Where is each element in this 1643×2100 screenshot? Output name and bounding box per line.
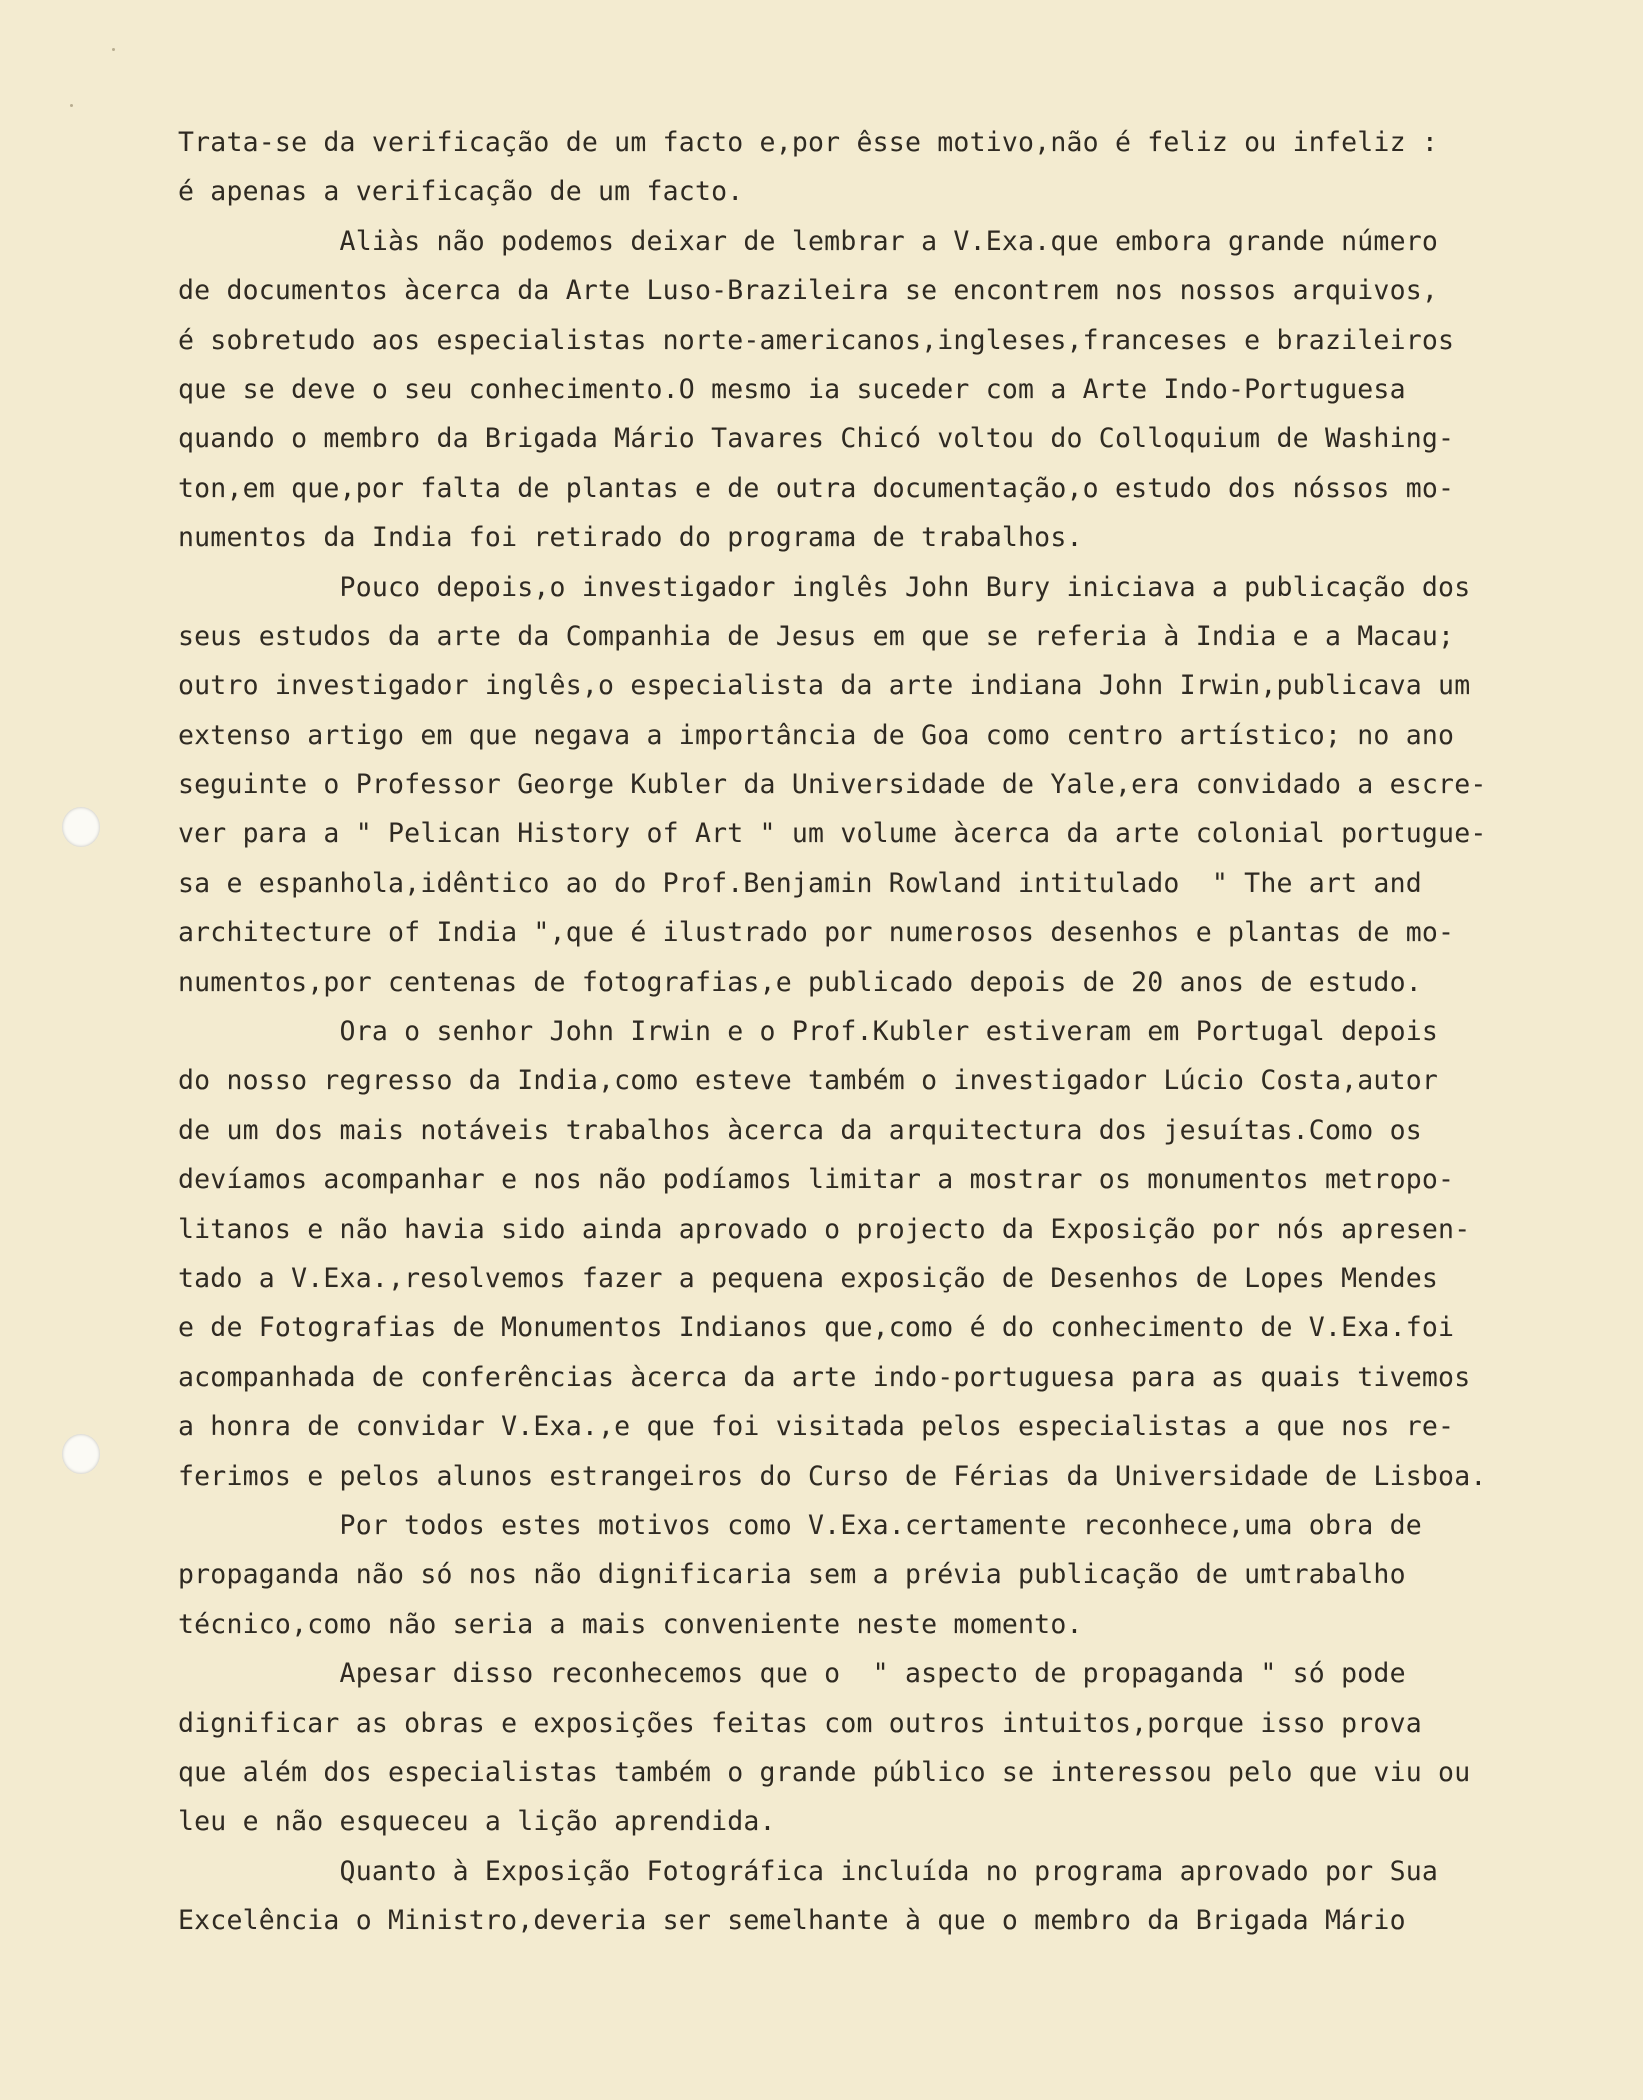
text-line: ver para a " Pelican History of Art " um volume àcerca da arte colonial portugue-: [178, 818, 1487, 850]
text-line: tado a V.Exa.,resolvemos fazer a pequena exposição de Desenhos de Lopes Mendes: [178, 1262, 1439, 1294]
text-line: sa e espanhola,idêntico ao do Prof.Benjamin Rowland intitulado " The art and: [178, 867, 1422, 899]
text-line: acompanhada de conferências àcerca da arte indo-portuguesa para as quais tivemos: [178, 1361, 1471, 1393]
text-line: ton,em que,por falta de plantas e de outra documentação,o estudo dos nóssos mo-: [178, 472, 1455, 504]
text-line: de documentos àcerca da Arte Luso-Brazileira se encontrem nos nossos arquivos,: [178, 275, 1439, 307]
text-line: propaganda não só nos não dignificaria sem a prévia publicação de umtrabalho: [178, 1559, 1406, 1591]
text-line: é sobretudo aos especialistas norte-americanos,ingleses,franceses e brazileiros: [178, 324, 1455, 356]
text-line: e de Fotografias de Monumentos Indianos que,como é do conhecimento de V.Exa.foi: [178, 1312, 1455, 1344]
text-line: Apesar disso reconhecemos que o " aspecto de propaganda " só pode: [178, 1658, 1406, 1690]
text-line: ferimos e pelos alunos estrangeiros do Curso de Férias da Universidade de Lisboa.: [178, 1460, 1487, 1492]
text-line: Ora o senhor John Irwin e o Prof.Kubler estiveram em Portugal depois: [178, 1016, 1439, 1048]
text-line: seguinte o Professor George Kubler da Universidade de Yale,era convidado a escre-: [178, 769, 1487, 801]
text-line: numentos da India foi retirado do programa de trabalhos.: [178, 522, 1083, 554]
text-line: leu e não esqueceu a lição aprendida.: [178, 1806, 776, 1838]
text-line: Quanto à Exposição Fotográfica incluída no programa aprovado por Sua: [178, 1855, 1439, 1887]
text-line: Pouco depois,o investigador inglês John Bury iniciava a publicação dos: [178, 571, 1471, 603]
text-line: architecture of India ",que é ilustrado por numerosos desenhos e plantas de mo-: [178, 917, 1455, 949]
punch-hole: [62, 807, 100, 847]
text-line: outro investigador inglês,o especialista da arte indiana John Irwin,publicava um: [178, 670, 1471, 702]
text-line: Por todos estes motivos como V.Exa.certamente reconhece,uma obra de: [178, 1509, 1422, 1541]
paper-speck: [112, 48, 115, 51]
text-line: extenso artigo em que negava a importância de Goa como centro artístico; no ano: [178, 719, 1455, 751]
text-line: quando o membro da Brigada Mário Tavares Chicó voltou do Colloquium de Washing-: [178, 423, 1455, 455]
text-line: a honra de convidar V.Exa.,e que foi visitada pelos especialistas a que nos re-: [178, 1411, 1455, 1443]
text-line: de um dos mais notáveis trabalhos àcerca da arquitectura dos jesuítas.Como os: [178, 1114, 1422, 1146]
text-line: do nosso regresso da India,como esteve também o investigador Lúcio Costa,autor: [178, 1065, 1439, 1097]
text-line: que se deve o seu conhecimento.O mesmo ia suceder com a Arte Indo-Portuguesa: [178, 373, 1406, 405]
text-line: Excelência o Ministro,deveria ser semelhante à que o membro da Brigada Mário: [178, 1905, 1406, 1937]
text-line: numentos,por centenas de fotografias,e publicado depois de 20 anos de estudo.: [178, 966, 1422, 998]
text-line: Aliàs não podemos deixar de lembrar a V.Exa.que embora grande número: [178, 225, 1439, 257]
text-line: Trata-se da verificação de um facto e,por êsse motivo,não é feliz ou infeliz :: [178, 127, 1439, 158]
paper-speck: [70, 104, 73, 107]
text-line: dignificar as obras e exposições feitas com outros intuitos,porque isso prova: [178, 1707, 1422, 1739]
text-line: técnico,como não seria a mais conveniente neste momento.: [178, 1608, 1083, 1640]
text-line: litanos e não havia sido ainda aprovado o projecto da Exposição por nós apresen-: [178, 1213, 1471, 1245]
text-line: seus estudos da arte da Companhia de Jesus em que se referia à India e a Macau;: [178, 620, 1455, 652]
punch-hole: [62, 1434, 100, 1474]
letter-body: [178, 118, 1558, 1945]
text-line: que além dos especialistas também o grande público se interessou pelo que viu ou: [178, 1756, 1471, 1788]
text-line: é apenas a verificação de um facto.: [178, 176, 744, 208]
text-line: devíamos acompanhar e nos não podíamos limitar a mostrar os monumentos metropo-: [178, 1164, 1455, 1196]
